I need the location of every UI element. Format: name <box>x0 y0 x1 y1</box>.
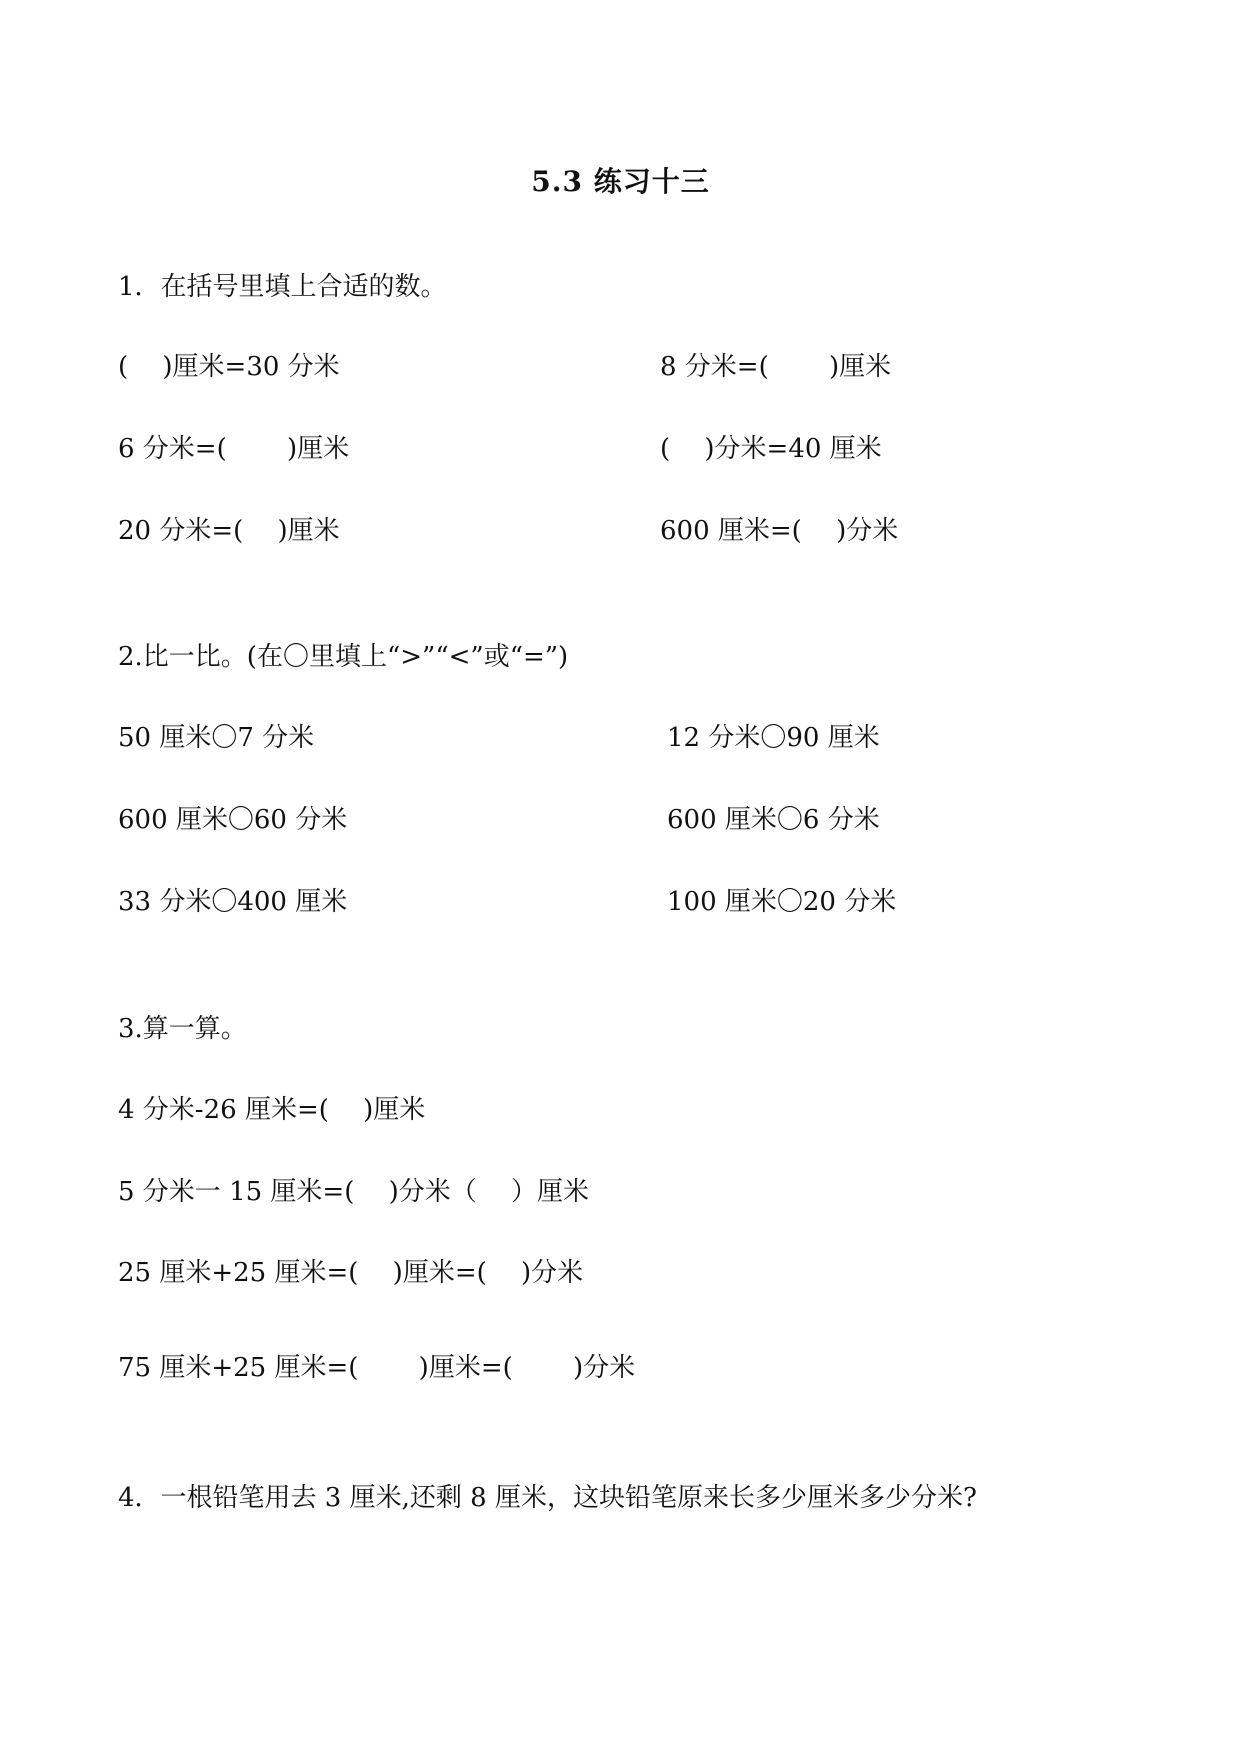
q1-item: ( )厘米=30 分米 <box>118 352 340 382</box>
q3-item: 25 厘米+25 厘米=( )厘米=( )分米 <box>118 1258 584 1288</box>
q1-item: ( )分米=40 厘米 <box>660 434 882 464</box>
q3-item: 4 分米-26 厘米=( )厘米 <box>118 1095 426 1125</box>
q1-item: 20 分米=( )厘米 <box>118 516 340 546</box>
q2-heading: 2.比一比。(在〇里填上“>”“<”或“=”) <box>118 642 569 672</box>
q1-item: 600 厘米=( )分米 <box>660 516 899 546</box>
q2-item: 100 厘米〇20 分米 <box>667 887 897 917</box>
q1-item: 6 分米=( )厘米 <box>118 434 350 464</box>
q4-heading: 4．一根铅笔用去 3 厘米,还剩 8 厘米，这块铅笔原来长多少厘米多少分米? <box>118 1483 977 1513</box>
q2-item: 12 分米〇90 厘米 <box>667 723 880 753</box>
q3-item: 5 分米一 15 厘米=( )分米（ ）厘米 <box>118 1177 590 1207</box>
q2-item: 600 厘米〇60 分米 <box>118 805 348 835</box>
page-title: 5.3 练习十三 <box>531 165 710 198</box>
q3-item: 75 厘米+25 厘米=( )厘米=( )分米 <box>118 1353 636 1383</box>
q3-heading: 3.算一算。 <box>118 1014 247 1044</box>
q2-item: 50 厘米〇7 分米 <box>118 723 315 753</box>
q1-item: 8 分米=( )厘米 <box>660 352 892 382</box>
q2-item: 33 分米〇400 厘米 <box>118 887 348 917</box>
q2-item: 600 厘米〇6 分米 <box>667 805 880 835</box>
q1-heading: 1．在括号里填上合适的数。 <box>118 272 447 302</box>
